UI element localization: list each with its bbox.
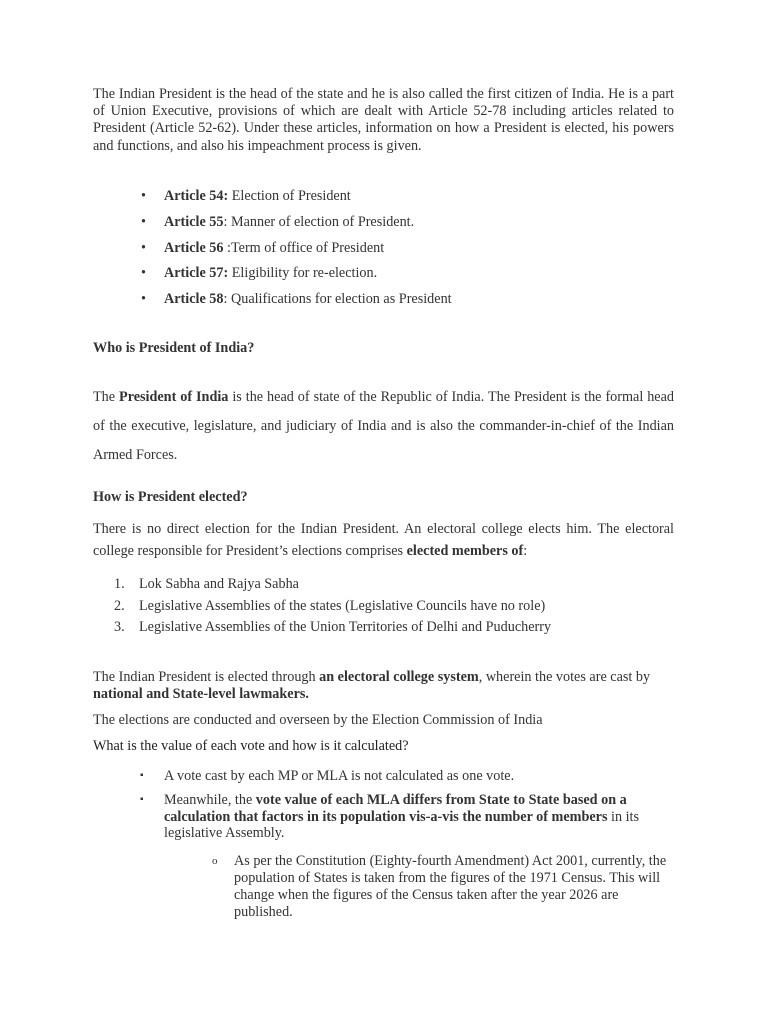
circle-bullet-icon: o xyxy=(212,855,218,867)
bullet-icon: • xyxy=(141,291,146,308)
bullet-icon: • xyxy=(141,213,146,230)
square-bullet-icon: ▪ xyxy=(140,770,144,781)
list-item: • Article 57: Eligibility for re-election. xyxy=(141,265,378,282)
who-paragraph: The President of India is the head of state of the Republic of India. The President is the formal head of the executive, legislature, and judiciary of India and is also the commander-in-chief of the Indian Armed Forces. xyxy=(93,389,674,463)
list-item: 3. Legislative Assemblies of the Union Territories of Delhi and Puducherry xyxy=(114,619,552,635)
list-item: • Article 58: Qualifications for election as President xyxy=(141,291,452,308)
vote-value-question: What is the value of each vote and how is it calculated? xyxy=(93,738,409,754)
list-item: • Article 54: Election of President xyxy=(141,188,351,204)
election-commission-paragraph: The elections are conducted and overseen by the Election Commission of India xyxy=(93,712,543,728)
list-item: • Article 56 :Term of office of President xyxy=(141,239,385,256)
square-bullet-icon: ▪ xyxy=(140,794,144,805)
list-item: 1. Lok Sabha and Rajya Sabha xyxy=(114,576,299,592)
census-note: o As per the Constitution (Eighty-fourth Amendment) Act 2001, currently, the population of States is taken from the figures of the 1971 Census. This will change when the figures of the Census taken after the year 2026 are published. xyxy=(212,853,667,920)
electoral-members-list xyxy=(93,574,653,639)
heading-how-elected: How is President elected? xyxy=(93,489,248,505)
intro-paragraph: The Indian President is the head of the state and he is also called the first citizen of India. He is a part of Union Executive, provisions of which are dealt with Article 52-78 including articles related to President (Article 52-62). Under these articles, information on how a President is elected, his powers and functions, and also his impeachment process is given. xyxy=(93,86,674,154)
bullet-icon: • xyxy=(141,188,146,204)
list-item: ▪ A vote cast by each MP or MLA is not calculated as one vote. xyxy=(140,768,515,784)
how-paragraph: There is no direct election for the Indian President. An electoral college elects him. The electoral college responsible for President’s elections comprises elected members of: xyxy=(93,521,674,559)
list-item: • Article 55: Manner of election of President. xyxy=(141,213,415,230)
bullet-icon: • xyxy=(141,265,146,282)
heading-who-is-president: Who is President of India? xyxy=(93,340,255,356)
articles-list xyxy=(93,186,653,315)
bullet-icon: • xyxy=(141,239,146,256)
vote-points-list xyxy=(140,768,660,842)
electoral-college-paragraph: The Indian President is elected through an electoral college system, wherein the votes are cast by national and State-level lawmakers. xyxy=(93,669,651,702)
list-item: 2. Legislative Assemblies of the states (Legislative Councils have no role) xyxy=(114,597,546,614)
list-item: ▪ Meanwhile, the vote value of each MLA differs from State to State based on a calculation that factors in its population vis-a-vis the number of members in its legislative Assembly. xyxy=(140,792,640,841)
